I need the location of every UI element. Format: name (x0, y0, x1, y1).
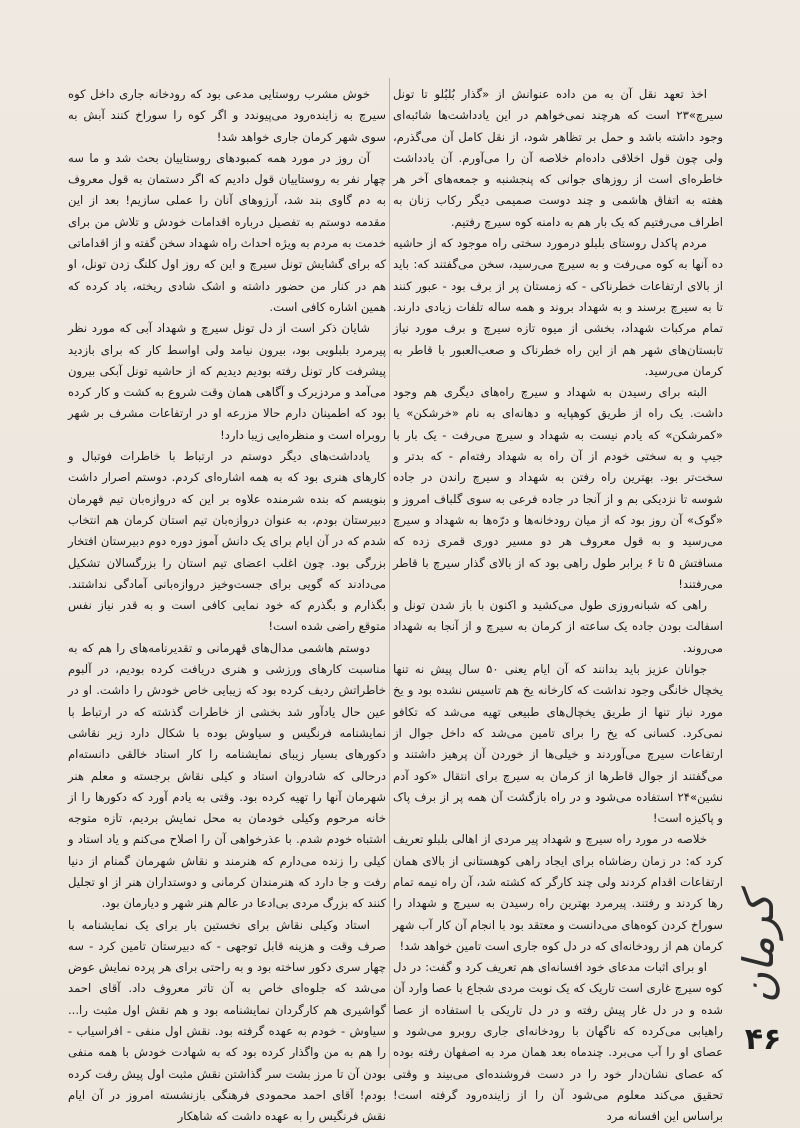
left-text-column (68, 84, 386, 1124)
paragraph: اخذ تعهد نقل آن به من داده عنوانش از «گذار بُلبُلو تا تونل سیرچ»۲۳ است که هرچند نمی‌خواهم در این یادداشت‌ها شائبه‌ای وجود داشته باشد و حمل بر تظاهر شود، از نقل کامل آن می‌گذرم، ولی چون قول اخلاقی داده‌ام خلاصه آن را می‌آورم. آن یادداشت خاطره‌ای است از روزهای جوانی که پنجشنبه و جمعه‌های آخر هر هفته به اتفاق هاشمی و چند دوست صمیمی دیگر رکاب زنان به اطراف می‌رفتیم که یک بار هم به دامنه کوه سیرچ رفتیم. (393, 87, 723, 229)
paragraph: خلاصه در مورد راه سیرچ و شهداد پیر مردی از اهالی بلبلو تعریف کرد که: در زمان رضاشاه برای ایجاد راهی کوهستانی از بالای همان ارتفاعات اقدام کردند ولی چند کارگر که کشته شد، آن راه نیمه تمام رها کردند و رفتند. پیرمرد بهترین راه رسیدن به سیرچ و شهداد را سوراخ کردن کوه‌های می‌دانست و معتقد بود با انجام آن کار آب شهر کرمان هم از رودخانه‌ای که در دل کوه جاری است تامین خواهد شد! (393, 832, 723, 953)
paragraph: او برای اثبات مدعای خود افسانه‌ای هم تعریف کرد و گفت: در دل کوه سیرچ غاری است تاریک که یک نوبت مردی شجاع با عصا وارد آن شده و در دل غار پیش رفته و در دل تاریکی با استفاده از عصا راهیابی می‌کرده که ناگهان با رودخانه‌ای جاری روبرو می‌شود و عصای او را آب می‌برد. چندماه بعد همان مرد به اصفهان رفته بوده که عصای نشان‌دار خود را در دست فروشنده‌ای می‌بیند و وقتی تحقیق می‌کند معلوم می‌شود آن را از زاینده‌رود گرفته است! براساس این افسانه مرد (393, 960, 723, 1124)
column-divider (389, 78, 390, 1068)
right-text-column (393, 84, 724, 1124)
paragraph: البته برای رسیدن به شهداد و سیرچ راه‌های دیگری هم وجود داشت. یک راه از طریق کوهپایه و دهانه‌ای به نام «خرشکن» یا «کمرشکن» که یادم نیست به شهداد و سیرچ می‌رفت - یک بار با جیپ و به سختی خودم از آن راه به شهداد رفته‌ام - که بدتر و سخت‌تر بود. بهترین راه رفتن به شهداد و سیرچ راندن در جاده شوسه تا نزدیکی بم و از آنجا در جاده فرعی به سوی گلباف امروز و «گوک» آن روز بود که از میان رودخانه‌ها و درّه‌ها به شهداد و سیرچ می‌رسید و به قول معروف هر دو مسیر دوری قمری زده که مسافتش ۵ تا ۶ برابر طول راهی بود که از بالای گذار سیرچ با قاطر می‌رفتند! (393, 385, 724, 591)
paragraph: راهی که شبانه‌روزی طول می‌کشید و اکنون با باز شدن تونل و اسفالت بودن جاده یک ساعته از کرمان به سیرچ و از آنجا به شهداد می‌روند. (393, 598, 723, 655)
paragraph: مردم پاکدل روستای بلبلو درمورد سختی راه موجود که از حاشیه ده آنها به کوه می‌رفت و به سیرچ می‌رسید، سخن می‌گفتند که: باید از بالای ارتفاعات خطرناکی - که زمستان پر از برف بود - عبور کنند تا به سیرچ برسند و به شهداد بروند و همه ساله تلفات زیادی دارند. تمام مرکبات شهداد، بخشی از میوه تازه سیرچ و برف مورد نیاز تابستان‌های شهر هم از این راه خطرناک و صعب‌العبور با قاطر به کرمان می‌رسید. (393, 236, 723, 378)
paragraph: خوش مشرب روستایی مدعی بود که رودخانه جاری داخل کوه سیرچ به زاینده‌رود می‌پیوندد و اگر کوه را سوراخ کنند آبش به سوی شهر کرمان جاری خواهد شد! (68, 87, 386, 144)
magazine-logo: کرمان (734, 893, 783, 1003)
paragraph: یادداشت‌های دیگر دوستم در ارتباط با خاطرات فوتبال و کارهای هنری بود که به همه اشاره‌ای کردم. دوستم اصرار داشت بنویسم که بنده شرمنده علاوه بر این که دروازه‌بان تیم فهرمان دبیرستان بودم، به عنوان دروازه‌بان تیم استان کرمان هم انتخاب شدم که در آن ایام برای یک دانش آموز دوره دوم دبیرستان افتخار بزرگی بود. چون اغلب اعضای تیم استان را بزرگسالان تشکیل می‌دادند که گویی برای جست‌وخیز دروازه‌بانی آمادگی نداشتند. بگذارم و بگذرم که خود نمایی کافی است و به قدر نیاز نفس متوقع راضی شده است! (68, 449, 386, 634)
paragraph: دوستم هاشمی مدال‌های قهرمانی و تقدیرنامه‌های را هم که به مناسبت کارهای ورزشی و هنری دریافت کرده بودیم، در آلبوم خاطراتش ردیف کرده بود که زیبایی خاص خودش را داشت. او در عین حال یادآور شد بخشی از خاطرات گذشته که در ارتباط با نمایشنامه فرنگیس و سیاوش بوده با شکال دارد زیر نقاشی دکورهای بسیار زیبای نمایشنامه را کار استاد خالقی دانسته‌ام درحالی که شادروان استاد و کیلی نقاش برجسته و معلم هنر شهرمان آنها را تهیه کرده بود. وقتی به یادم آورد که دکورها را از خانه مرحوم وکیلی خودمان به محل نمایش بردیم، تازه متوجه اشتباه خودم شدم. با عذرخواهی آن را اصلاح می‌کنم و یاد استاد و کیلی را زنده می‌دارم که هنرمند و نقاش شهرمان گمنام از دنیا رفت و جا دارد که هنرمندان کرمانی و دوستداران هنر از او تجلیل کنند که بزرگ مردی بی‌ادعا در عالم هنر شهر و دیارمان بود. (68, 640, 386, 911)
paragraph: شایان ذکر است از دل تونل سیرچ و شهداد آبی که مورد نظر پیرمرد بلبلویی بود، بیرون نیامد ولی اواسط کار که برای بازدید پیشرفت کار تونل رفته بودیم دیدیم که از حاشیه تونل آبکی بیرون می‌آمد و مردزیرک و آگاهی همان وقت شروع به کشت و کار کرده بود که اطمینان دارم حالا مزرعه او در ارتفاعات مشرف بر شهر روبراه است و منظره‌ایی زیبا دارد! (68, 321, 386, 442)
page-number: ۴۶ (744, 1022, 782, 1057)
paragraph: آن روز در مورد همه کمبودهای روستاییان بحث شد و ما سه چهار نفر به روستاییان قول دادیم که اگر دستمان به قول معروف به دم گاوی بند شد، آرزوهای آنان را عملی سازیم! بعد از این مقدمه دوستم به تفصیل درباره اقدامات خودش و تلاش من برای خدمت به مردم به ویژه احداث راه شهداد سخن گفته و از اقداماتی که برای گشایش تونل سیرچ و این که روز اول کلنگ زدن تونل، او هم در کنار من حضور داشته و اشک شادی ریخته، یاد کرده که همین اشاره کافی است. (68, 150, 386, 314)
paragraph: استاد وکیلی نقاش برای نخستین بار برای یک نمایشنامه با صرف وقت و هزینه قابل توجهی - که دبیرستان تامین کرد - سه چهار سری دکور ساخته بود و به راحتی برای هر پرده نمایش عوض می‌شد که جلوه‌ای خاص به آن تاتر معروف داد. آقای احمد گواشیری هم کارگردان نمایشنامه بود و هم نقش اول مثبت را... سیاوش - خودم به عهده گرفته بود. نقش اول منفی - افراسیاب - را هم به من واگذار کرده بود که به شهادت خودش با همه منفی بودن آن تا مرز بشت سر گذاشتن نقش مثبت اول پیش رفت کرده بودم! آقای احمد محمودی فرهنگی بازنشسته امروز در آن ایام نقش فرنگیس را به عهده داشت که شاهکار (68, 917, 386, 1124)
paragraph: جوانان عزیز باید بدانند که آن ایام یعنی ۵۰ سال پیش نه تنها یخچال خانگی وجود نداشت که کارخانه یخ هم تاسیس نشده بود و یخ مورد نیاز تنها از طریق یخچال‌های طبیعی تهیه می‌شد که تکافو نمی‌کرد. کسانی که یخ را برای تامین می‌شد که داخل جوال از ارتفاعات سیرچ می‌آوردند و خیلی‌ها از خوردن آن پرهیز داشتند و می‌گفتند از جوال قاطرها از کرمان به سیرچ برای انتقال «کود آدم نشین»۲۴ استفاده می‌شود و در راه بازگشت آن همه پر از برف پاک و پاکیزه است! (393, 662, 723, 826)
